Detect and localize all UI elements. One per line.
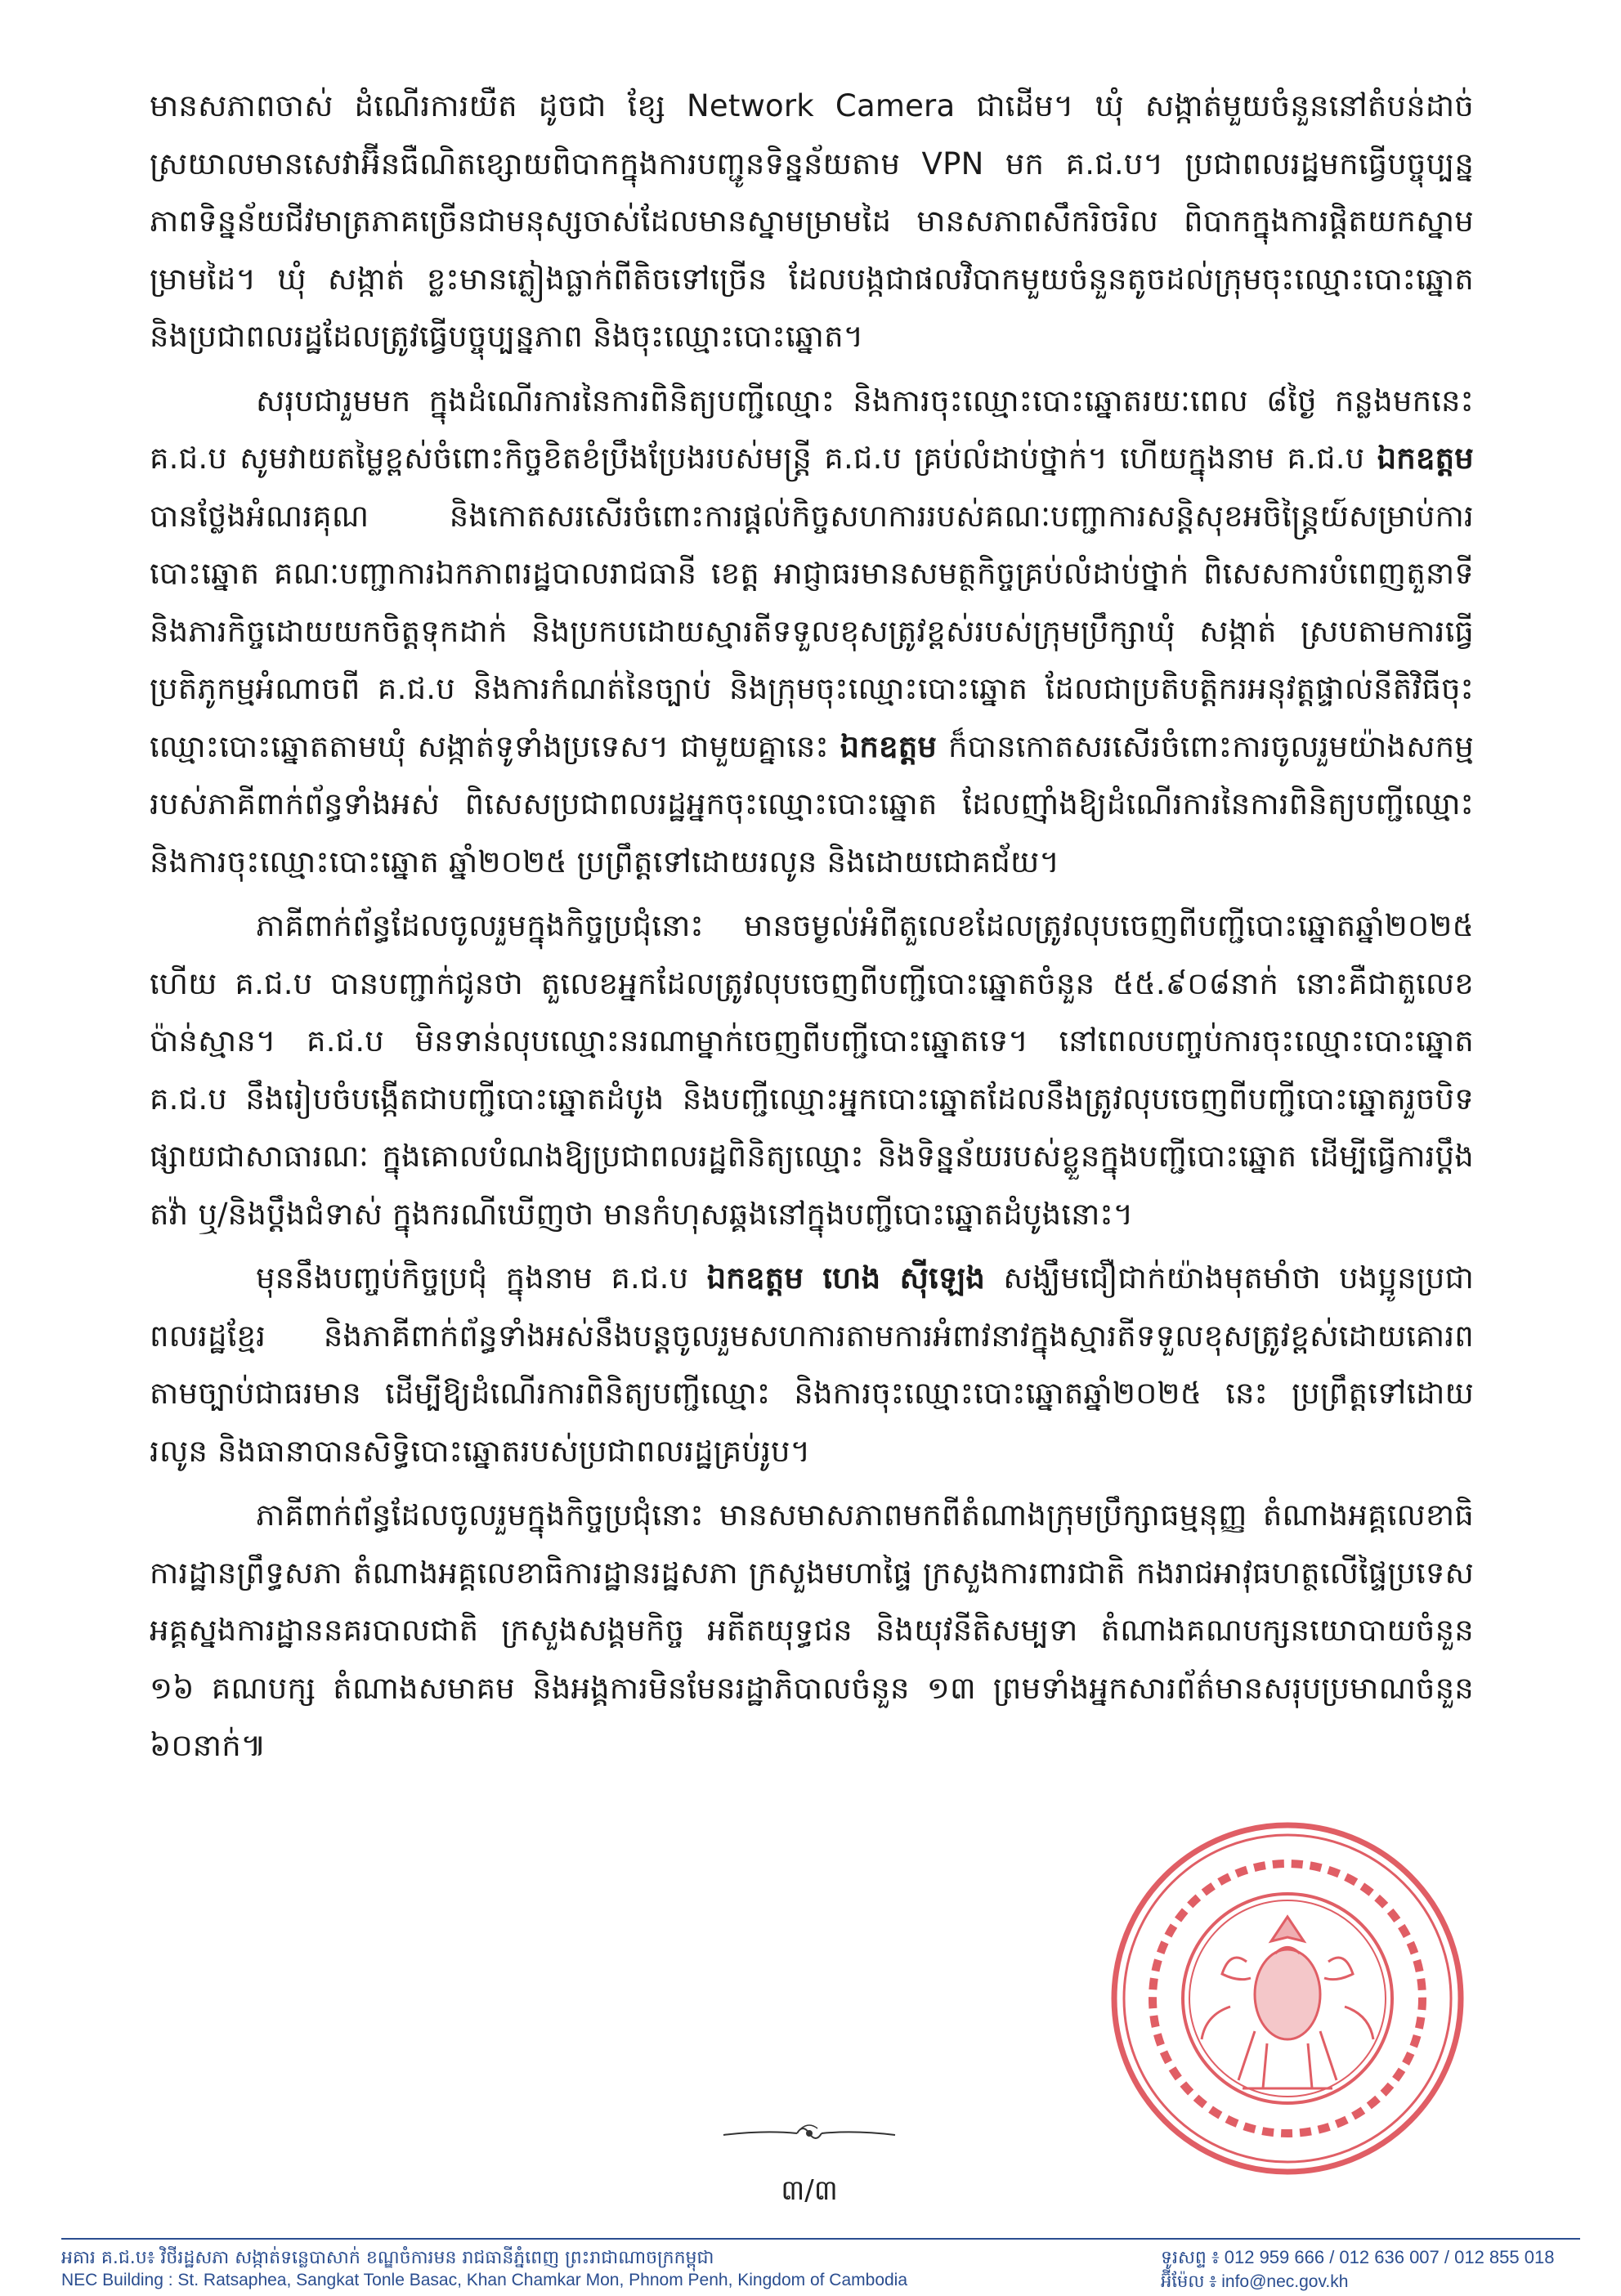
paragraph-text: សរុបជារួមមក ក្នុងដំណើរការនៃការពិនិត្យបញ្ជីឈ្មោះ និងការចុះឈ្មោះបោះឆ្នោតរយៈពេល ៨ថ្ងៃ កន្លងមកនេះ គ.ជ.ប សូមវាយតម្លៃខ្ពស់ចំពោះកិច្ចខិតខំប្រឹងប្រែងរបស់មន្ត្រី គ.ជ.ប គ្រប់លំដាប់ថ្នាក់។ ហើយក្នុងនាម គ.ជ.ប — [150, 383, 1474, 476]
footer — [61, 2246, 1582, 2292]
paragraph — [150, 1487, 1474, 1775]
paragraph — [150, 78, 1474, 366]
document-body — [150, 78, 1474, 1782]
paragraph — [150, 373, 1474, 892]
paragraph-text: ភាគីពាក់ព័ន្ធដែលចូលរួមក្នុងកិច្ចប្រជុំនោះ មានចម្ងល់អំពីតួលេខដែលត្រូវលុបចេញពីបញ្ជីបោះឆ្នោតឆ្នាំ២០២៥ ហើយ គ.ជ.ប បានបញ្ជាក់ជូនថា តួលេខអ្នកដែលត្រូវលុបចេញពីបញ្ជីបោះឆ្នោតចំនួន ៥៥.៩០៨នាក់ នោះគឺជាតួលេខប៉ាន់ស្មាន។ គ.ជ.ប មិនទាន់លុបឈ្មោះនរណាម្នាក់ចេញពីបញ្ជីបោះឆ្នោតទេ។ នៅពេលបញ្ចប់ការចុះឈ្មោះបោះឆ្នោត គ.ជ.ប នឹងរៀបចំបង្កើតជាបញ្ជីបោះឆ្នោតដំបូង និងបញ្ជីឈ្មោះអ្នកបោះឆ្នោតដែលនឹងត្រូវលុបចេញពីបញ្ជីបោះឆ្នោតរួចបិទផ្សាយជាសាធារណៈ ក្នុងគោលបំណងឱ្យប្រជាពលរដ្ឋពិនិត្យឈ្មោះ និងទិន្នន័យរបស់ខ្លួនក្នុងបញ្ជីបោះឆ្នោត ដើម្បីធ្វើការប្ដឹងតវ៉ា ឬ/និងប្ដឹងជំទាស់ ក្នុងករណីឃើញថា មានកំហុសឆ្គងនៅក្នុងបញ្ជីបោះឆ្នោតដំបូងនោះ។ — [150, 908, 1474, 1232]
bold-title-text: ឯកឧត្តម ហេង ស៊ីឡេង — [706, 1260, 986, 1296]
footer-address-khmer: អគារ គ.ជ.ប៖ វិថីរដ្ឋសភា សង្កាត់ទន្លេបាសាក់ ខណ្ឌចំការមន រាជធានីភ្នំពេញ ព្រះរាជាណាចក្រកម្ពុជា — [61, 2248, 714, 2268]
page-number: ៣/៣ — [781, 2174, 838, 2207]
divider-ornament-icon — [719, 2117, 899, 2150]
paragraph-text: ភាគីពាក់ព័ន្ធដែលចូលរួមក្នុងកិច្ចប្រជុំនោះ មានសមាសភាពមកពីតំណាងក្រុមប្រឹក្សាធម្មនុញ្ញ តំណាងអគ្គលេខាធិការដ្ឋានព្រឹទ្ធសភា តំណាងអគ្គលេខាធិការដ្ឋានរដ្ឋសភា ក្រសួងមហាផ្ទៃ ក្រសួងការពារជាតិ កងរាជអាវុធហត្ថលើផ្ទៃប្រទេស អគ្គស្នងការដ្ឋាននគរបាលជាតិ ក្រសួងសង្គមកិច្ច អតីតយុទ្ធជន និងយុវនីតិសម្បទា តំណាងគណបក្សនយោបាយចំនួន ១៦ គណបក្ស តំណាងសមាគម និងអង្គការមិនមែនរដ្ឋាភិបាលចំនួន ១៣ ព្រមទាំងអ្នកសារព័ត៌មានសរុបប្រមាណចំនួន ៦០នាក់៕ — [150, 1497, 1474, 1763]
paragraph — [150, 1250, 1474, 1480]
paragraph-text: មានសភាពចាស់ ដំណើរការយឺត ដូចជា ខ្សែ Network Camera ជាដើម។ ឃុំ សង្កាត់មួយចំនួននៅតំបន់ដាច់ស្រយាលមានសេវាអ៊ីនធឺណិតខ្សោយពិបាកក្នុងការបញ្ជូនទិន្នន័យតាម VPN មក គ.ជ.ប។ ប្រជាពលរដ្ឋមកធ្វើបច្ចុប្បន្នភាពទិន្នន័យជីវមាត្រភាគច្រើនជាមនុស្សចាស់ដែលមានស្នាមម្រាមដៃ មានសភាពសឹករិចរិល ពិបាកក្នុងការផ្ដិតយកស្នាមម្រាមដៃ។ ឃុំ សង្កាត់ ខ្លះមានភ្លៀងធ្លាក់ពីតិចទៅច្រើន ដែលបង្កជាផលវិបាកមួយចំនួនតូចដល់ក្រុមចុះឈ្មោះបោះឆ្នោត និងប្រជាពលរដ្ឋដែលត្រូវធ្វើបច្ចុប្បន្នភាព និងចុះឈ្មោះបោះឆ្នោត។ — [150, 88, 1474, 354]
paragraph-text: បានថ្លែងអំណរគុណ និងកោតសរសើរចំពោះការផ្ដល់កិច្ចសហការរបស់គណៈបញ្ជាការសន្តិសុខអចិន្ត្រៃយ៍សម្រាប់ការបោះឆ្នោត គណៈបញ្ជាការឯកភាពរដ្ឋបាលរាជធានី ខេត្ត អាជ្ញាធរមានសមត្ថកិច្ចគ្រប់លំដាប់ថ្នាក់ ពិសេសការបំពេញតួនាទី និងភារកិច្ចដោយយកចិត្តទុកដាក់ និងប្រកបដោយស្មារតីទទួលខុសត្រូវខ្ពស់របស់ក្រុមប្រឹក្សាឃុំ សង្កាត់ ស្របតាមការធ្វើប្រតិភូកម្មអំណាចពី គ.ជ.ប និងការកំណត់នៃច្បាប់ និងក្រុមចុះឈ្មោះបោះឆ្នោត ដែលជាប្រតិបត្តិករអនុវត្តផ្ទាល់នីតិវិធីចុះឈ្មោះបោះឆ្នោតតាមឃុំ សង្កាត់ទូទាំងប្រទេស។ ជាមួយគ្នានេះ — [150, 498, 1474, 764]
footer-divider — [61, 2238, 1580, 2240]
paragraph-text: សង្ឃឹមជឿជាក់យ៉ាងមុតមាំថា បងប្អូនប្រជាពលរដ្ឋខ្មែរ និងភាគីពាក់ព័ន្ធទាំងអស់នឹងបន្តចូលរួមសហការតាមការអំពាវនាវក្នុងស្មារតីទទួលខុសត្រូវខ្ពស់ដោយគោរពតាមច្បាប់ជាធរមាន ដើម្បីឱ្យដំណើរការពិនិត្យបញ្ជីឈ្មោះ និងការចុះឈ្មោះបោះឆ្នោតឆ្នាំ២០២៥ នេះ ប្រព្រឹត្តទៅដោយរលូន និងធានាបានសិទ្ធិបោះឆ្នោតរបស់ប្រជាពលរដ្ឋគ្រប់រូប។ — [150, 1260, 1475, 1469]
paragraph-text: ក៏បានកោតសរសើរចំពោះការចូលរួមយ៉ាងសកម្មរបស់ភាគីពាក់ព័ន្ធទាំងអស់ ពិសេសប្រជាពលរដ្ឋអ្នកចុះឈ្មោះបោះឆ្នោត ដែលញ៉ាំងឱ្យដំណើរការនៃការពិនិត្យបញ្ជីឈ្មោះ និងការចុះឈ្មោះបោះឆ្នោត ឆ្នាំ២០២៥ ប្រព្រឹត្តទៅដោយរលូន និងដោយជោគជ័យ។ — [150, 728, 1475, 879]
footer-address-english: NEC Building : St. Ratsaphea, Sangkat Tonle Basac, Khan Chamkar Mon, Phnom Penh, Kingdom of Cambodia — [61, 2271, 908, 2289]
paragraph — [150, 897, 1474, 1243]
paragraph-text: មុននឹងបញ្ចប់កិច្ចប្រជុំ ក្នុងនាម គ.ជ.ប — [256, 1260, 707, 1296]
bold-title-text: ឯកឧត្តម — [1377, 441, 1474, 476]
footer-email[interactable]: អ៊ីម៉ែល ៖ info@nec.gov.kh — [1161, 2272, 1349, 2291]
footer-phone: ទូរសព្ទ ៖ 012 959 666 / 012 636 007 / 012 855 018 — [1161, 2247, 1555, 2267]
official-seal-icon — [1108, 1819, 1467, 2178]
bold-title-text: ឯកឧត្តម — [840, 728, 938, 764]
